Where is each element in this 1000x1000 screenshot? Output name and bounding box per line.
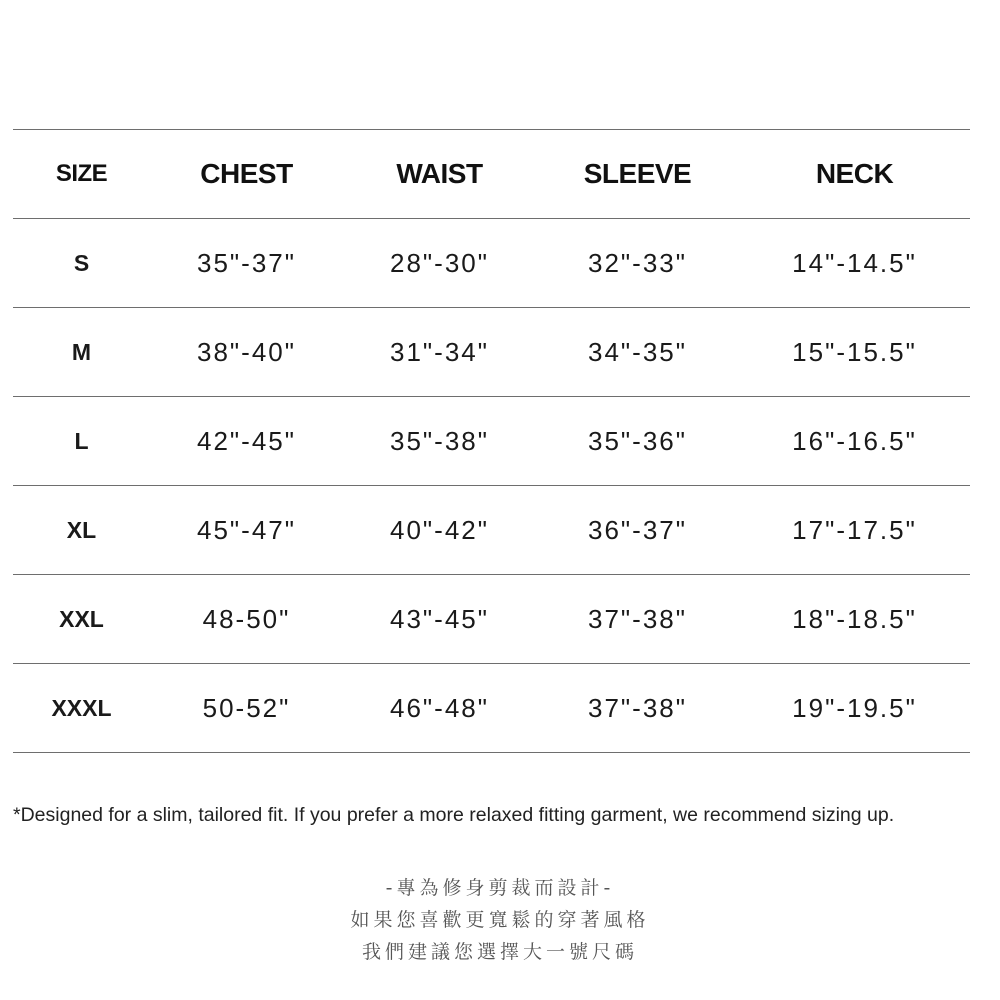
table-row (13, 308, 970, 397)
chest-cell: 35"-37" (197, 247, 296, 278)
chest-cell: 38"-40" (197, 336, 296, 367)
sleeve-cell: 32"-33" (588, 247, 687, 278)
chest-cell: 42"-45" (197, 425, 296, 456)
neck-cell: 18"-18.5" (792, 603, 917, 634)
waist-cell: 31"-34" (390, 336, 489, 367)
header-waist: WAIST (396, 158, 483, 189)
header-size: SIZE (55, 160, 108, 187)
size-cell: L (74, 427, 89, 454)
chinese-fit-note (0, 872, 1000, 968)
waist-cell: 40"-42" (390, 514, 489, 545)
header-neck: NECK (815, 158, 894, 189)
chinese-note-line-1: -專為修身剪裁而設計- (385, 877, 615, 899)
waist-cell: 46"-48" (390, 692, 489, 723)
size-cell: XXL (59, 605, 104, 632)
chinese-note-line-2: 如果您喜歡更寬鬆的穿著風格 (350, 909, 650, 931)
chest-cell: 50-52" (202, 692, 291, 723)
sleeve-cell: 37"-38" (588, 603, 687, 634)
neck-cell: 14"-14.5" (792, 247, 917, 278)
waist-cell: 35"-38" (390, 425, 489, 456)
neck-cell: 17"-17.5" (792, 514, 917, 545)
table-row (13, 219, 970, 308)
waist-cell: 28"-30" (390, 247, 489, 278)
table-row (13, 397, 970, 486)
sleeve-cell: 37"-38" (588, 692, 687, 723)
header-chest: CHEST (200, 158, 293, 189)
size-chart-table (13, 129, 970, 753)
chest-cell: 48-50" (202, 603, 291, 634)
header-row (13, 130, 970, 219)
waist-cell: 43"-45" (390, 603, 489, 634)
table-row (13, 575, 970, 664)
size-cell: XXXL (51, 694, 112, 721)
chest-cell: 45"-47" (197, 514, 296, 545)
neck-cell: 19"-19.5" (792, 692, 917, 723)
table-row (13, 664, 970, 753)
fit-footnote: *Designed for a slim, tailored fit. If you prefer a more relaxed fitting garment, we recommend sizing up. (13, 804, 895, 826)
table-row (13, 486, 970, 575)
sleeve-cell: 34"-35" (588, 336, 687, 367)
neck-cell: 16"-16.5" (792, 425, 917, 456)
sleeve-cell: 35"-36" (588, 425, 687, 456)
size-cell: S (73, 249, 90, 276)
size-cell: M (71, 338, 92, 365)
neck-cell: 15"-15.5" (792, 336, 917, 367)
size-cell: XL (66, 516, 97, 543)
sleeve-cell: 36"-37" (588, 514, 687, 545)
chinese-note-line-3: 我們建議您選擇大一號尺碼 (361, 941, 638, 963)
header-sleeve: SLEEVE (583, 158, 692, 189)
